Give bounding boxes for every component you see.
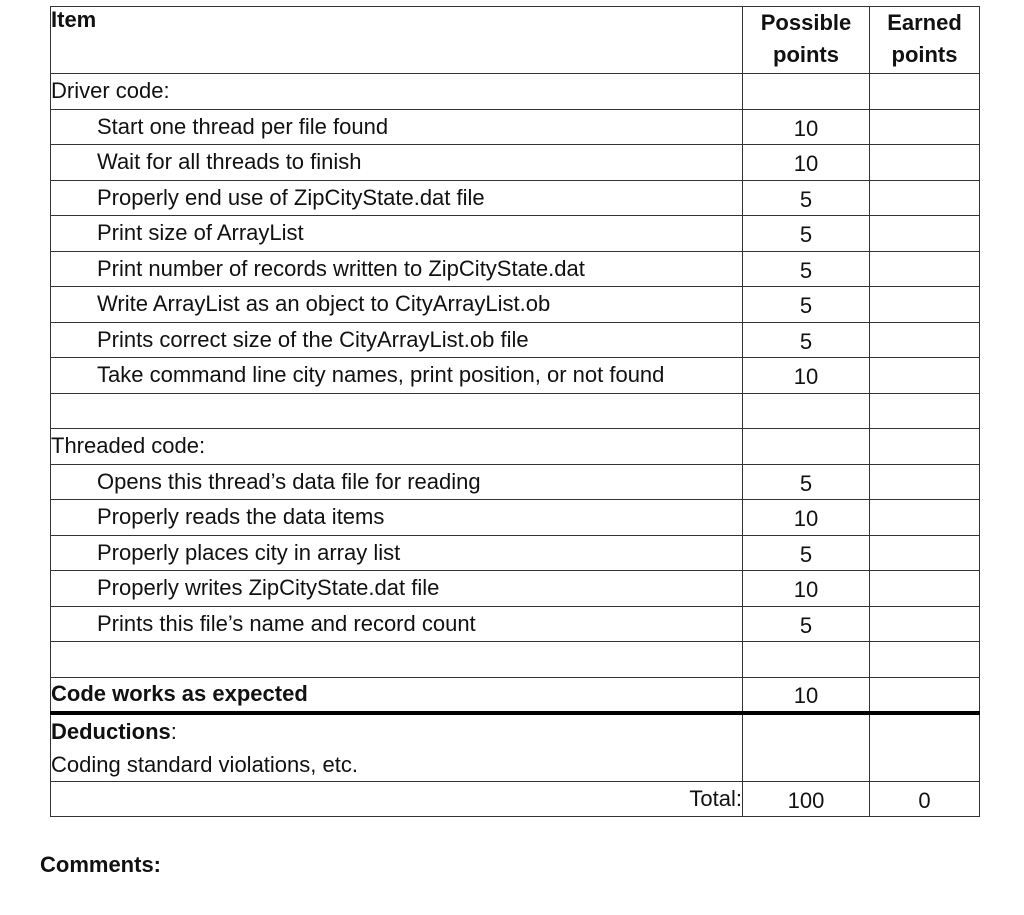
total-label: Total: [51, 782, 743, 817]
deductions-label: Deductions [51, 718, 171, 744]
spacer-row [51, 642, 980, 678]
earned-cell[interactable] [870, 180, 980, 216]
table-row: Opens this thread’s data file for reading 5 [51, 464, 980, 500]
table-row: Take command line city names, print position, or not found 10 [51, 358, 980, 394]
earned-cell[interactable] [870, 677, 980, 713]
table-row: Properly writes ZipCityState.dat file 10 [51, 571, 980, 607]
table-row: Properly reads the data items 10 [51, 500, 980, 536]
earned-cell[interactable] [870, 571, 980, 607]
earned-cell[interactable] [870, 429, 980, 465]
earned-cell[interactable] [870, 109, 980, 145]
earned-cell[interactable] [870, 500, 980, 536]
header-earned-points: Earned points [870, 7, 980, 74]
deductions-row: Deductions: Coding standard violations, etc. [51, 713, 980, 782]
table-header-row [51, 7, 980, 74]
earned-cell[interactable] [870, 606, 980, 642]
earned-cell[interactable] [870, 358, 980, 394]
section-header-row [51, 429, 980, 465]
earned-cell[interactable] [870, 251, 980, 287]
total-possible: 100 [743, 782, 870, 817]
header-possible-points: Possible points [743, 7, 870, 74]
section-header-row [51, 74, 980, 110]
spacer-row [51, 393, 980, 429]
code-works-row: Code works as expected 10 [51, 677, 980, 713]
earned-cell[interactable] [870, 322, 980, 358]
table-row: Print number of records written to ZipCityState.dat 5 [51, 251, 980, 287]
earned-cell[interactable] [870, 287, 980, 323]
comments-label: Comments: [40, 852, 162, 877]
total-row [51, 782, 980, 817]
table-row: Print size of ArrayList 5 [51, 216, 980, 252]
header-item: Item [51, 7, 743, 74]
earned-cell[interactable] [870, 145, 980, 181]
table-row: Wait for all threads to finish 10 [51, 145, 980, 181]
deductions-description: Coding standard violations, etc. [51, 751, 358, 777]
earned-cell[interactable] [870, 464, 980, 500]
earned-cell[interactable] [870, 74, 980, 110]
total-earned: 0 [870, 782, 980, 817]
table-row: Write ArrayList as an object to CityArrayList.ob 5 [51, 287, 980, 323]
table-row: Properly end use of ZipCityState.dat file 5 [51, 180, 980, 216]
earned-cell[interactable] [870, 216, 980, 252]
driver-section-title: Driver code: [51, 74, 743, 110]
threaded-section-title: Threaded code: [51, 429, 743, 465]
earned-cell[interactable] [870, 713, 980, 782]
table-row: Start one thread per file found 10 [51, 109, 980, 145]
table-row: Prints correct size of the CityArrayList.ob file 5 [51, 322, 980, 358]
table-row: Prints this file’s name and record count 5 [51, 606, 980, 642]
grading-rubric-table [50, 6, 980, 817]
table-row: Properly places city in array list 5 [51, 535, 980, 571]
earned-cell[interactable] [870, 535, 980, 571]
